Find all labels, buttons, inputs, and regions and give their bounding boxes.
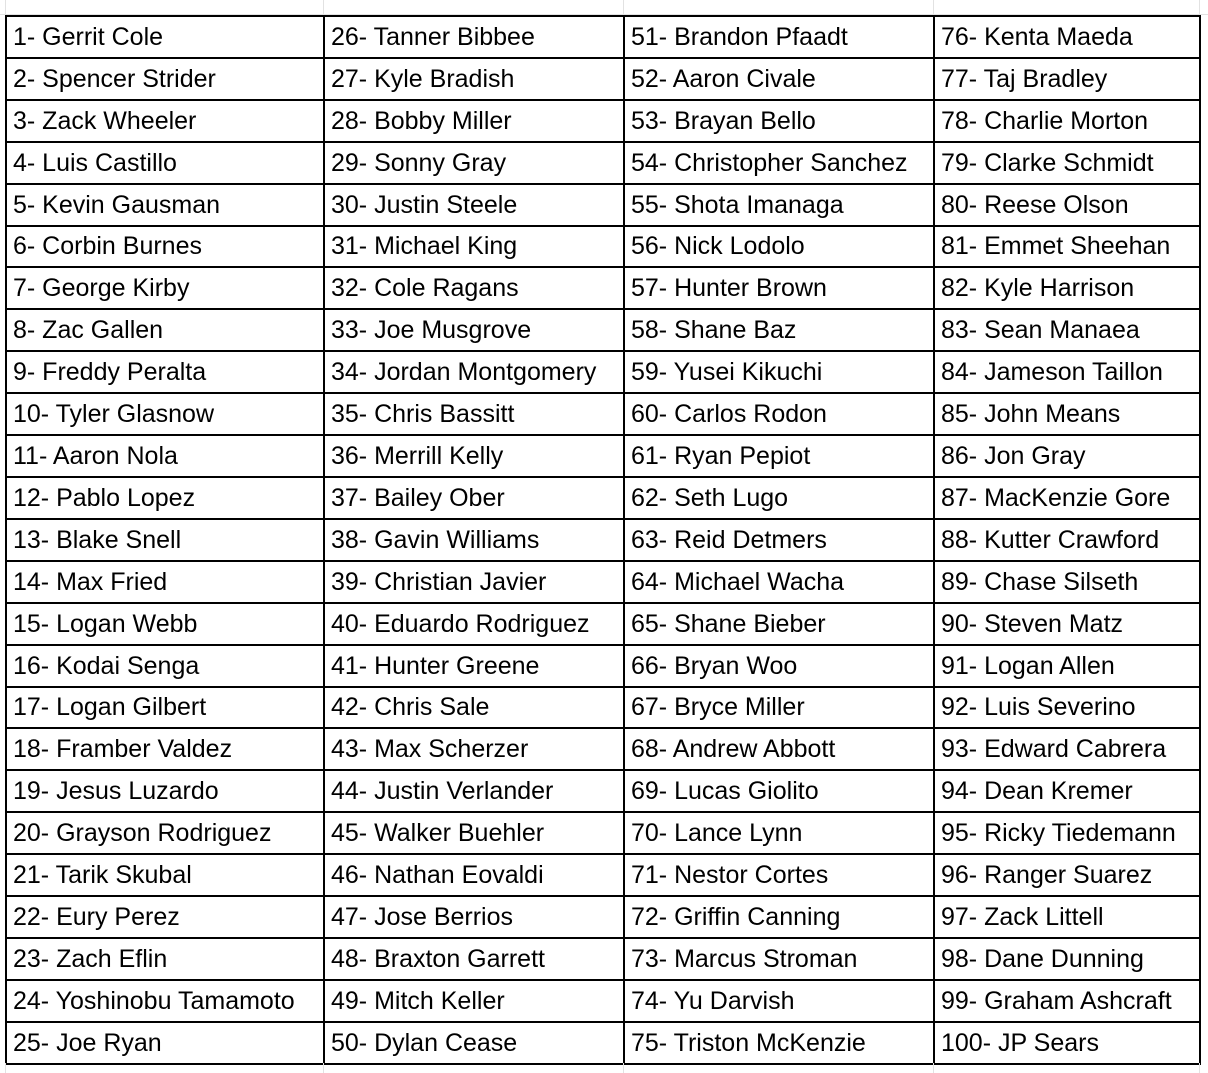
ranking-cell[interactable]: 56- Nick Lodolo — [624, 226, 934, 268]
table-row — [6, 519, 1200, 561]
ranking-cell[interactable]: 28- Bobby Miller — [324, 100, 624, 142]
table-row — [6, 435, 1200, 477]
ranking-cell[interactable]: 29- Sonny Gray — [324, 142, 624, 184]
gridline — [5, 0, 6, 14]
ranking-cell[interactable]: 88- Kutter Crawford — [934, 519, 1200, 561]
table-row — [6, 351, 1200, 393]
ranking-cell[interactable]: 15- Logan Webb — [6, 603, 324, 645]
ranking-cell[interactable]: 38- Gavin Williams — [324, 519, 624, 561]
ranking-cell[interactable]: 96- Ranger Suarez — [934, 854, 1200, 896]
gridline — [323, 1063, 324, 1073]
ranking-cell[interactable]: 20- Grayson Rodriguez — [6, 812, 324, 854]
table-row — [6, 603, 1200, 645]
ranking-cell[interactable]: 18- Framber Valdez — [6, 728, 324, 770]
ranking-cell[interactable]: 5- Kevin Gausman — [6, 184, 324, 226]
pitcher-rankings-table — [5, 15, 1201, 1065]
ranking-cell[interactable]: 83- Sean Manaea — [934, 309, 1200, 351]
ranking-cell[interactable]: 45- Walker Buehler — [324, 812, 624, 854]
ranking-cell[interactable]: 30- Justin Steele — [324, 184, 624, 226]
ranking-cell[interactable]: 27- Kyle Bradish — [324, 58, 624, 100]
sheet-top-gridlines — [0, 0, 1208, 15]
ranking-cell[interactable]: 72- Griffin Canning — [624, 896, 934, 938]
table-row — [6, 938, 1200, 980]
table-row — [6, 1022, 1200, 1064]
table-row — [6, 58, 1200, 100]
ranking-cell[interactable]: 36- Merrill Kelly — [324, 435, 624, 477]
table-row — [6, 16, 1200, 58]
table-row — [6, 645, 1200, 687]
ranking-cell[interactable]: 22- Eury Perez — [6, 896, 324, 938]
ranking-cell[interactable]: 55- Shota Imanaga — [624, 184, 934, 226]
ranking-cell[interactable]: 93- Edward Cabrera — [934, 728, 1200, 770]
ranking-cell[interactable]: 58- Shane Baz — [624, 309, 934, 351]
ranking-cell[interactable]: 91- Logan Allen — [934, 645, 1200, 687]
ranking-cell[interactable]: 14- Max Fried — [6, 561, 324, 603]
ranking-cell[interactable]: 19- Jesus Luzardo — [6, 770, 324, 812]
ranking-cell[interactable]: 49- Mitch Keller — [324, 980, 624, 1022]
ranking-cell[interactable]: 6- Corbin Burnes — [6, 226, 324, 268]
ranking-cell[interactable]: 74- Yu Darvish — [624, 980, 934, 1022]
table-row — [6, 728, 1200, 770]
ranking-cell[interactable]: 75- Triston McKenzie — [624, 1022, 934, 1064]
ranking-cell[interactable]: 2- Spencer Strider — [6, 58, 324, 100]
ranking-cell[interactable]: 82- Kyle Harrison — [934, 267, 1200, 309]
ranking-cell[interactable]: 9- Freddy Peralta — [6, 351, 324, 393]
ranking-cell[interactable]: 67- Bryce Miller — [624, 687, 934, 729]
table-row — [6, 854, 1200, 896]
ranking-cell[interactable]: 32- Cole Ragans — [324, 267, 624, 309]
ranking-cell[interactable]: 79- Clarke Schmidt — [934, 142, 1200, 184]
ranking-cell[interactable]: 44- Justin Verlander — [324, 770, 624, 812]
ranking-cell[interactable]: 78- Charlie Morton — [934, 100, 1200, 142]
ranking-cell[interactable]: 69- Lucas Giolito — [624, 770, 934, 812]
ranking-cell[interactable]: 52- Aaron Civale — [624, 58, 934, 100]
ranking-cell[interactable]: 17- Logan Gilbert — [6, 687, 324, 729]
ranking-cell[interactable]: 7- George Kirby — [6, 267, 324, 309]
ranking-cell[interactable]: 89- Chase Silseth — [934, 561, 1200, 603]
ranking-cell[interactable]: 94- Dean Kremer — [934, 770, 1200, 812]
gridline — [933, 0, 934, 14]
ranking-cell[interactable]: 71- Nestor Cortes — [624, 854, 934, 896]
ranking-cell[interactable]: 81- Emmet Sheehan — [934, 226, 1200, 268]
ranking-cell[interactable]: 3- Zack Wheeler — [6, 100, 324, 142]
table-row — [6, 770, 1200, 812]
ranking-cell[interactable]: 100- JP Sears — [934, 1022, 1200, 1064]
ranking-cell[interactable]: 23- Zach Eflin — [6, 938, 324, 980]
ranking-cell[interactable]: 99- Graham Ashcraft — [934, 980, 1200, 1022]
ranking-cell[interactable]: 33- Joe Musgrove — [324, 309, 624, 351]
ranking-cell[interactable]: 50- Dylan Cease — [324, 1022, 624, 1064]
gridline — [323, 0, 324, 14]
ranking-cell[interactable]: 51- Brandon Pfaadt — [624, 16, 934, 58]
ranking-cell[interactable]: 11- Aaron Nola — [6, 435, 324, 477]
gridline — [1199, 0, 1200, 14]
ranking-cell[interactable]: 42- Chris Sale — [324, 687, 624, 729]
ranking-cell[interactable]: 68- Andrew Abbott — [624, 728, 934, 770]
ranking-cell[interactable]: 41- Hunter Greene — [324, 645, 624, 687]
ranking-cell[interactable]: 64- Michael Wacha — [624, 561, 934, 603]
ranking-cell[interactable]: 73- Marcus Stroman — [624, 938, 934, 980]
table-row — [6, 561, 1200, 603]
ranking-cell[interactable]: 77- Taj Bradley — [934, 58, 1200, 100]
ranking-cell[interactable]: 10- Tyler Glasnow — [6, 393, 324, 435]
ranking-cell[interactable]: 97- Zack Littell — [934, 896, 1200, 938]
ranking-cell[interactable]: 87- MacKenzie Gore — [934, 477, 1200, 519]
ranking-cell[interactable]: 12- Pablo Lopez — [6, 477, 324, 519]
ranking-cell[interactable]: 4- Luis Castillo — [6, 142, 324, 184]
ranking-cell[interactable]: 25- Joe Ryan — [6, 1022, 324, 1064]
ranking-cell[interactable]: 1- Gerrit Cole — [6, 16, 324, 58]
ranking-cell[interactable]: 46- Nathan Eovaldi — [324, 854, 624, 896]
gridline — [5, 1063, 6, 1073]
ranking-cell[interactable]: 31- Michael King — [324, 226, 624, 268]
table-row — [6, 184, 1200, 226]
ranking-cell[interactable]: 66- Bryan Woo — [624, 645, 934, 687]
table-row — [6, 309, 1200, 351]
ranking-cell[interactable]: 76- Kenta Maeda — [934, 16, 1200, 58]
ranking-cell[interactable]: 63- Reid Detmers — [624, 519, 934, 561]
table-body — [6, 16, 1200, 1064]
ranking-cell[interactable]: 39- Christian Javier — [324, 561, 624, 603]
ranking-cell[interactable]: 80- Reese Olson — [934, 184, 1200, 226]
table-row — [6, 100, 1200, 142]
ranking-cell[interactable]: 98- Dane Dunning — [934, 938, 1200, 980]
table-row — [6, 477, 1200, 519]
ranking-cell[interactable]: 24- Yoshinobu Tamamoto — [6, 980, 324, 1022]
table-row — [6, 393, 1200, 435]
ranking-cell[interactable]: 61- Ryan Pepiot — [624, 435, 934, 477]
table-row — [6, 226, 1200, 268]
ranking-cell[interactable]: 65- Shane Bieber — [624, 603, 934, 645]
ranking-cell[interactable]: 48- Braxton Garrett — [324, 938, 624, 980]
gridline — [1199, 1063, 1200, 1073]
ranking-cell[interactable]: 57- Hunter Brown — [624, 267, 934, 309]
ranking-cell[interactable]: 34- Jordan Montgomery — [324, 351, 624, 393]
ranking-cell[interactable]: 13- Blake Snell — [6, 519, 324, 561]
ranking-cell[interactable]: 53- Brayan Bello — [624, 100, 934, 142]
table-row — [6, 687, 1200, 729]
ranking-cell[interactable]: 35- Chris Bassitt — [324, 393, 624, 435]
ranking-cell[interactable]: 43- Max Scherzer — [324, 728, 624, 770]
gridline — [623, 1063, 624, 1073]
table-row — [6, 896, 1200, 938]
ranking-cell[interactable]: 59- Yusei Kikuchi — [624, 351, 934, 393]
ranking-cell[interactable]: 21- Tarik Skubal — [6, 854, 324, 896]
ranking-cell[interactable]: 26- Tanner Bibbee — [324, 16, 624, 58]
ranking-cell[interactable]: 16- Kodai Senga — [6, 645, 324, 687]
ranking-cell[interactable]: 90- Steven Matz — [934, 603, 1200, 645]
table-row — [6, 142, 1200, 184]
ranking-cell[interactable]: 47- Jose Berrios — [324, 896, 624, 938]
ranking-cell[interactable]: 37- Bailey Ober — [324, 477, 624, 519]
gridline — [933, 1063, 934, 1073]
ranking-cell[interactable]: 8- Zac Gallen — [6, 309, 324, 351]
ranking-cell[interactable]: 95- Ricky Tiedemann — [934, 812, 1200, 854]
ranking-cell[interactable]: 84- Jameson Taillon — [934, 351, 1200, 393]
sheet-bottom-gridlines — [0, 1063, 1208, 1073]
ranking-cell[interactable]: 86- Jon Gray — [934, 435, 1200, 477]
gridline — [623, 0, 624, 14]
ranking-cell[interactable]: 60- Carlos Rodon — [624, 393, 934, 435]
ranking-cell[interactable]: 92- Luis Severino — [934, 687, 1200, 729]
table-row — [6, 812, 1200, 854]
table-row — [6, 267, 1200, 309]
ranking-cell[interactable]: 54- Christopher Sanchez — [624, 142, 934, 184]
table-row — [6, 980, 1200, 1022]
ranking-cell[interactable]: 40- Eduardo Rodriguez — [324, 603, 624, 645]
ranking-cell[interactable]: 85- John Means — [934, 393, 1200, 435]
ranking-cell[interactable]: 70- Lance Lynn — [624, 812, 934, 854]
ranking-cell[interactable]: 62- Seth Lugo — [624, 477, 934, 519]
